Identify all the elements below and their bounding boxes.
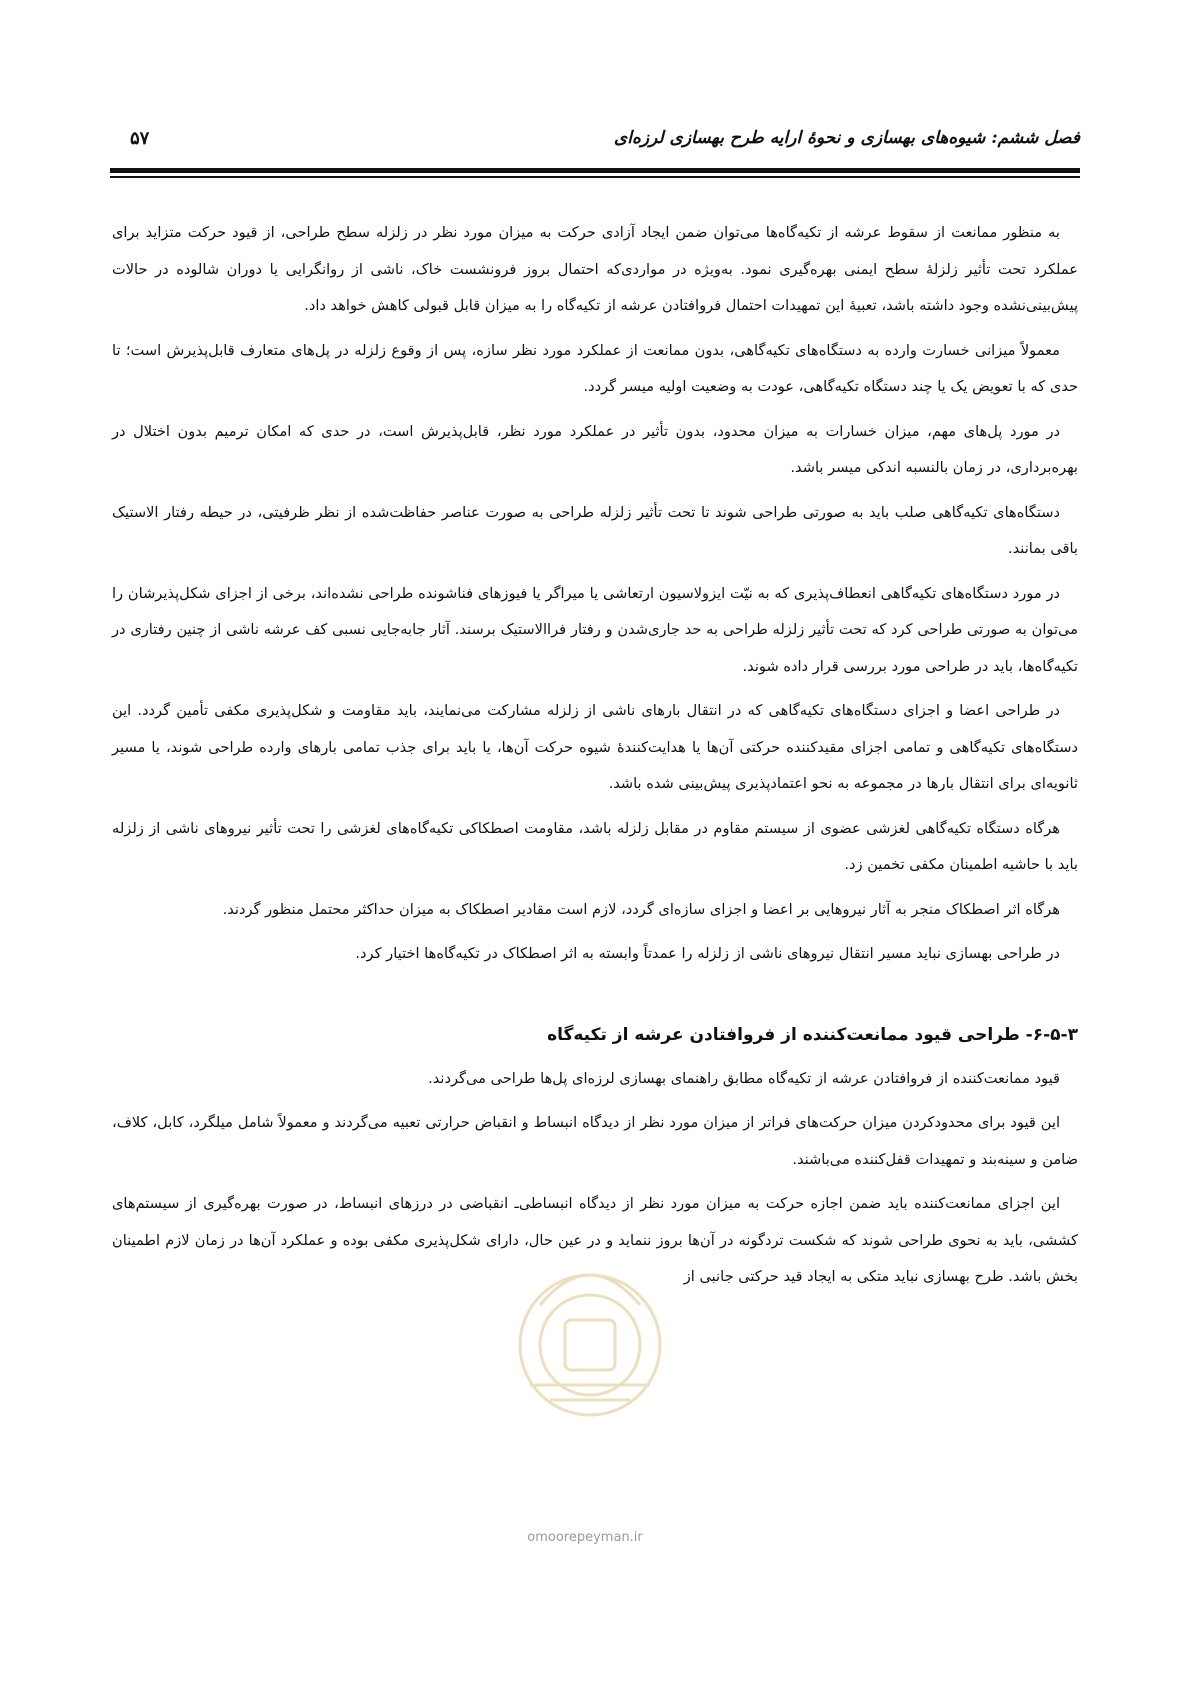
paragraph: در طراحی بهسازی نباید مسیر انتقال نیروهای ناشی از زلزله را عمدتاً وابسته به اثر اصطکاک در تکیه‌گاه‌ها اختیار کرد. <box>355 945 1060 962</box>
paragraph: دستگاه‌های تکیه‌گاهی صلب باید به صورتی طراحی شوند تا تحت تأثیر زلزله طراحی به صورت عناصر حفاظت‌شده از نظر ظرفیتی، در حیطه رفتار الاستیک باقی بمانند. <box>112 503 1078 557</box>
paragraph: در مورد دستگاه‌های تکیه‌گاهی انعطاف‌پذیری که به نیّت ایزولاسیون ارتعاشی یا میراگر یا فیوزهای فناشونده طراحی نشده‌اند، برخی از اجزای شکل‌پذیرشان را می‌توان به صورتی طراحی کرد که تحت تأثیر زلزله طراحی به حد جاری‌شدن و رفتار فراالاستیک برسند. آثار جابه‌جایی نسبی کف عرشه ناشی از چنین رفتاری در تکیه‌گاه‌ها، باید در طراحی مورد بررسی قرار داده شوند. <box>112 584 1078 675</box>
paragraph: هرگاه اثر اصطکاک منجر به آثار نیروهایی بر اعضا و اجزای سازه‌ای گردد، لازم است مقادیر اصطکاک به میزان حداکثر محتمل منظور گردند. <box>222 900 1060 918</box>
header-rule-thin <box>110 176 1080 178</box>
chapter-title: فصل ششم: شیوه‌های بهسازی و نحوۀ ارایه طرح بهسازی لرزه‌ای <box>613 128 1080 148</box>
paragraph: به منظور ممانعت از سقوط عرشه از تکیه‌گاه‌ها می‌توان ضمن ایجاد آزادی حرکت به میزان مورد نظر در زلزله سطح طراحی، از قیود حرکت متزاید برای عملکرد تحت تأثیر زلزلۀ سطح ایمنی بهره‌گیری نمود. به‌ویژه در مواردی‌که احتمال بروز فرونشست خاک، ناشی از روانگرایی یا دوران شالوده در حالات پیش‌بینی‌نشده وجود داشته باشد، تعبیۀ این تمهیدات احتمال فروافتادن عرشه از تکیه‌گاه را به میزان قابل قبولی کاهش خواهد داد. <box>112 224 1078 314</box>
body-text <box>112 215 1078 1304</box>
paragraph: در طراحی اعضا و اجزای دستگاه‌های تکیه‌گاهی که در انتقال بارهای ناشی از زلزله مشارکت می‌نمایند، باید مقاومت و شکل‌پذیری مکفی تأمین گردد. این دستگاه‌های تکیه‌گاهی و تمامی اجزای مقیدکننده حرکتی آن‌ها یا هدایت‌کنندۀ شیوه حرکت آن‌ها، یا باید برای جذب تمامی بارهای وارده طراحی شوند، یا مسیر ثانویه‌ای برای انتقال بارها در مجموعه به نحو اعتمادپذیری پیش‌بینی شده باشد. <box>112 702 1078 792</box>
paragraph: این قیود برای محدودکردن میزان حرکت‌های فراتر از میزان مورد نظر از دیدگاه انبساط و انقباض حرارتی تعبیه می‌گردند و معمولاً شامل میلگرد، کابل، کلاف، ضامن و سینه‌بند و تمهیدات قفل‌کننده می‌باشند. <box>112 1114 1078 1168</box>
paragraph: معمولاً میزانی خسارت وارده به دستگاه‌های تکیه‌گاهی، بدون ممانعت از عملکرد مورد نظر سازه، پس از وقوع زلزله در پل‌های متعارف قابل‌پذیرش است؛ تا حدی که با تعویض یک یا چند دستگاه تکیه‌گاهی، عودت به وضعیت اولیه میسر گردد. <box>112 341 1078 395</box>
page-header <box>110 128 1080 158</box>
paragraph: این اجزای ممانعت‌کننده باید ضمن اجازه حرکت به میزان مورد نظر از دیدگاه انبساطی‌ـ انقباضی در درزهای انبساط، در صورت بهره‌گیری از سیستم‌های کششی، باید به نحوی طراحی شوند که شکست ترد‌گونه در آن‌ها بروز ننماید و در عین حال، دارای شکل‌پذیری مکفی بوده و عملکرد آن‌ها در زمان لازم اطمینان بخش باشد. طرح بهسازی نباید متکی به ایجاد قید حرکتی جانبی از <box>112 1195 1078 1285</box>
paragraph: قیود ممانعت‌کننده از فروافتادن عرشه از تکیه‌گاه مطابق راهنمای بهسازی لرزه‌ای پل‌ها طراحی می‌گردند. <box>428 1069 1060 1087</box>
page-number: ۵۷ <box>130 128 150 149</box>
paragraph: هرگاه دستگاه تکیه‌گاهی لغزشی عضوی از سیستم مقاوم در مقابل زلزله باشد، مقاومت اصطکاکی تکیه‌گاه‌های لغزشی را تحت تأثیر نیروهای ناشی از زلزله باید با حاشیه اطمینان مکفی تخمین زد. <box>112 819 1078 873</box>
watermark-url: omoorepeyman.ir <box>527 1530 643 1545</box>
section-heading: ۶-۵-۳- طراحی قیود ممانعت‌کننده از فروافتادن عرشه از تکیه‌گاه <box>547 1024 1078 1045</box>
paragraph: در مورد پل‌های مهم، میزان خسارات به میزان محدود، بدون تأثیر در عملکرد مورد نظر، قابل‌پذیرش است، در حدی که امکان ترمیم بدون اختلال در بهره‌برداری، در زمان بالنسبه اندکی میسر باشد. <box>112 422 1078 476</box>
header-rule-thick <box>110 168 1080 173</box>
